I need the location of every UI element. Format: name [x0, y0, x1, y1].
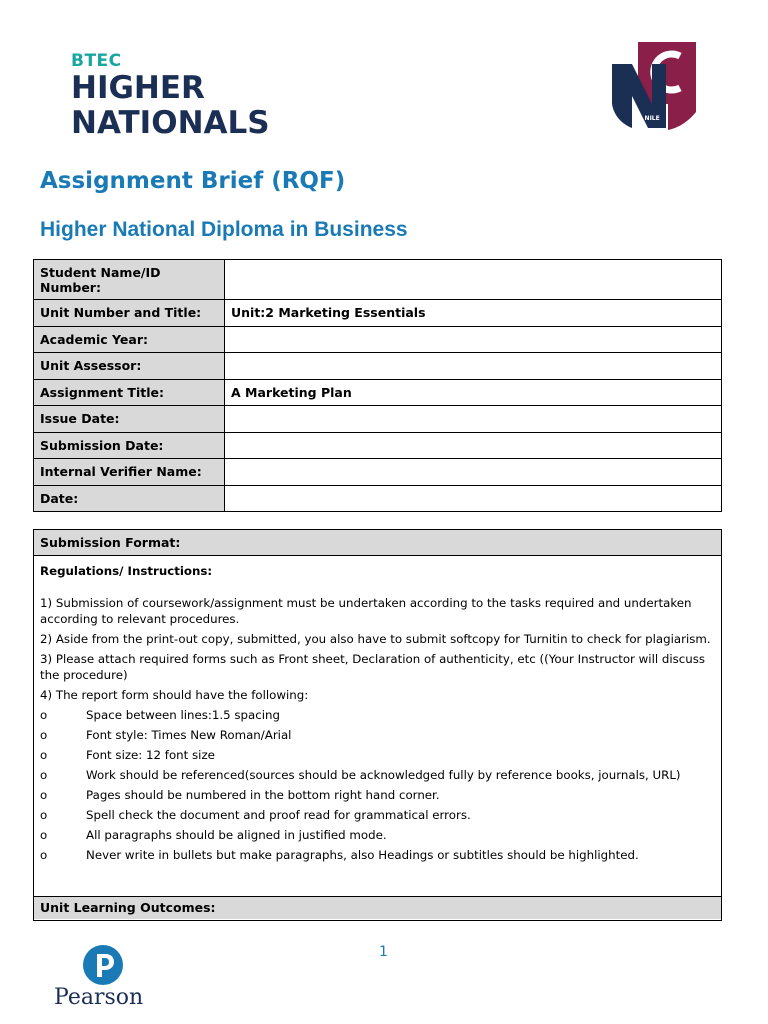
nc-college-logo: [608, 42, 698, 130]
date-field[interactable]: [225, 485, 722, 512]
btec-logo: [71, 51, 270, 141]
academic-year-field[interactable]: [225, 326, 722, 353]
bullet-marker: o: [40, 748, 48, 762]
table-row: [34, 379, 722, 406]
higher-label: HIGHER: [71, 70, 205, 106]
bullet-text: Work should be referenced(sources should be acknowledged fully by reference books, journals, URL): [86, 768, 681, 782]
bullet-text: Spell check the document and proof read for grammatical errors.: [86, 808, 471, 822]
table-row: [34, 432, 722, 459]
instruction-paragraph: 2) Aside from the print-out copy, submitted, you also have to submit softcopy for Turnitin to check for plagiarism.: [40, 632, 711, 646]
table-row: [34, 326, 722, 353]
instruction-paragraph: 1) Submission of coursework/assignment must be undertaken according to the tasks required and undertaken according to relevant procedures.: [40, 596, 692, 626]
submission-format-heading: Submission Format:: [34, 530, 721, 556]
btec-label: BTEC: [71, 51, 122, 71]
assignment-title-label: Assignment Title:: [34, 379, 225, 406]
submission-date-label: Submission Date:: [34, 432, 225, 459]
issue-date-field[interactable]: [225, 406, 722, 433]
table-row: [34, 353, 722, 380]
list-item: [40, 707, 715, 727]
table-row: [34, 459, 722, 486]
table-row: [34, 485, 722, 512]
pearson-logo-icon: [52, 944, 154, 986]
unit-number-field[interactable]: Unit:2 Marketing Essentials: [225, 300, 722, 327]
page-title: Assignment Brief (RQF): [40, 168, 346, 194]
list-item: [40, 747, 715, 767]
submission-format-box: [33, 529, 722, 921]
page-subtitle: Higher National Diploma in Business: [40, 218, 408, 241]
table-row: [34, 300, 722, 327]
unit-assessor-label: Unit Assessor:: [34, 353, 225, 380]
bullet-marker: o: [40, 808, 48, 822]
logo-text: AL NILE: [634, 115, 660, 122]
page-number: 1: [379, 944, 388, 960]
instruction-paragraph: 4) The report form should have the following:: [40, 688, 309, 702]
pearson-wordmark: Pearson: [54, 985, 144, 1010]
student-name-label: Student Name/ID Number:: [34, 260, 225, 300]
submission-date-field[interactable]: [225, 432, 722, 459]
bullet-marker: o: [40, 728, 48, 742]
bullet-text: Font style: Times New Roman/Arial: [86, 728, 292, 742]
table-row: [34, 406, 722, 433]
bullet-marker: o: [40, 788, 48, 802]
bullet-text: Space between lines:1.5 spacing: [86, 708, 280, 722]
list-item: [40, 827, 715, 847]
list-item: [40, 847, 715, 867]
issue-date-label: Issue Date:: [34, 406, 225, 433]
bullet-marker: o: [40, 828, 48, 842]
student-name-field[interactable]: [225, 260, 722, 300]
list-item: [40, 807, 715, 827]
assignment-info-table: [33, 259, 722, 512]
list-item: [40, 787, 715, 807]
academic-year-label: Academic Year:: [34, 326, 225, 353]
list-item: [40, 767, 715, 787]
bullet-marker: o: [40, 768, 48, 782]
unit-number-label: Unit Number and Title:: [34, 300, 225, 327]
assignment-title-field[interactable]: A Marketing Plan: [225, 379, 722, 406]
regulations-heading: Regulations/ Instructions:: [40, 564, 213, 578]
list-item: [40, 727, 715, 747]
submission-instructions: [34, 556, 721, 867]
bullet-text: Never write in bullets but make paragraphs, also Headings or subtitles should be highlighted.: [86, 848, 639, 862]
internal-verifier-label: Internal Verifier Name:: [34, 459, 225, 486]
bullet-text: Font size: 12 font size: [86, 748, 215, 762]
bullet-marker: o: [40, 708, 48, 722]
instruction-paragraph: 3) Please attach required forms such as Front sheet, Declaration of authenticity, etc ((Your Instructor will discuss the procedure): [40, 652, 706, 682]
date-label: Date:: [34, 485, 225, 512]
table-row: [34, 260, 722, 300]
learning-outcomes-heading: Unit Learning Outcomes:: [34, 896, 721, 919]
internal-verifier-field[interactable]: [225, 459, 722, 486]
bullet-text: Pages should be numbered in the bottom right hand corner.: [86, 788, 440, 802]
unit-assessor-field[interactable]: [225, 353, 722, 380]
bullet-marker: o: [40, 848, 48, 862]
bullet-text: All paragraphs should be aligned in justified mode.: [86, 828, 387, 842]
nationals-label: NATIONALS: [71, 105, 270, 141]
